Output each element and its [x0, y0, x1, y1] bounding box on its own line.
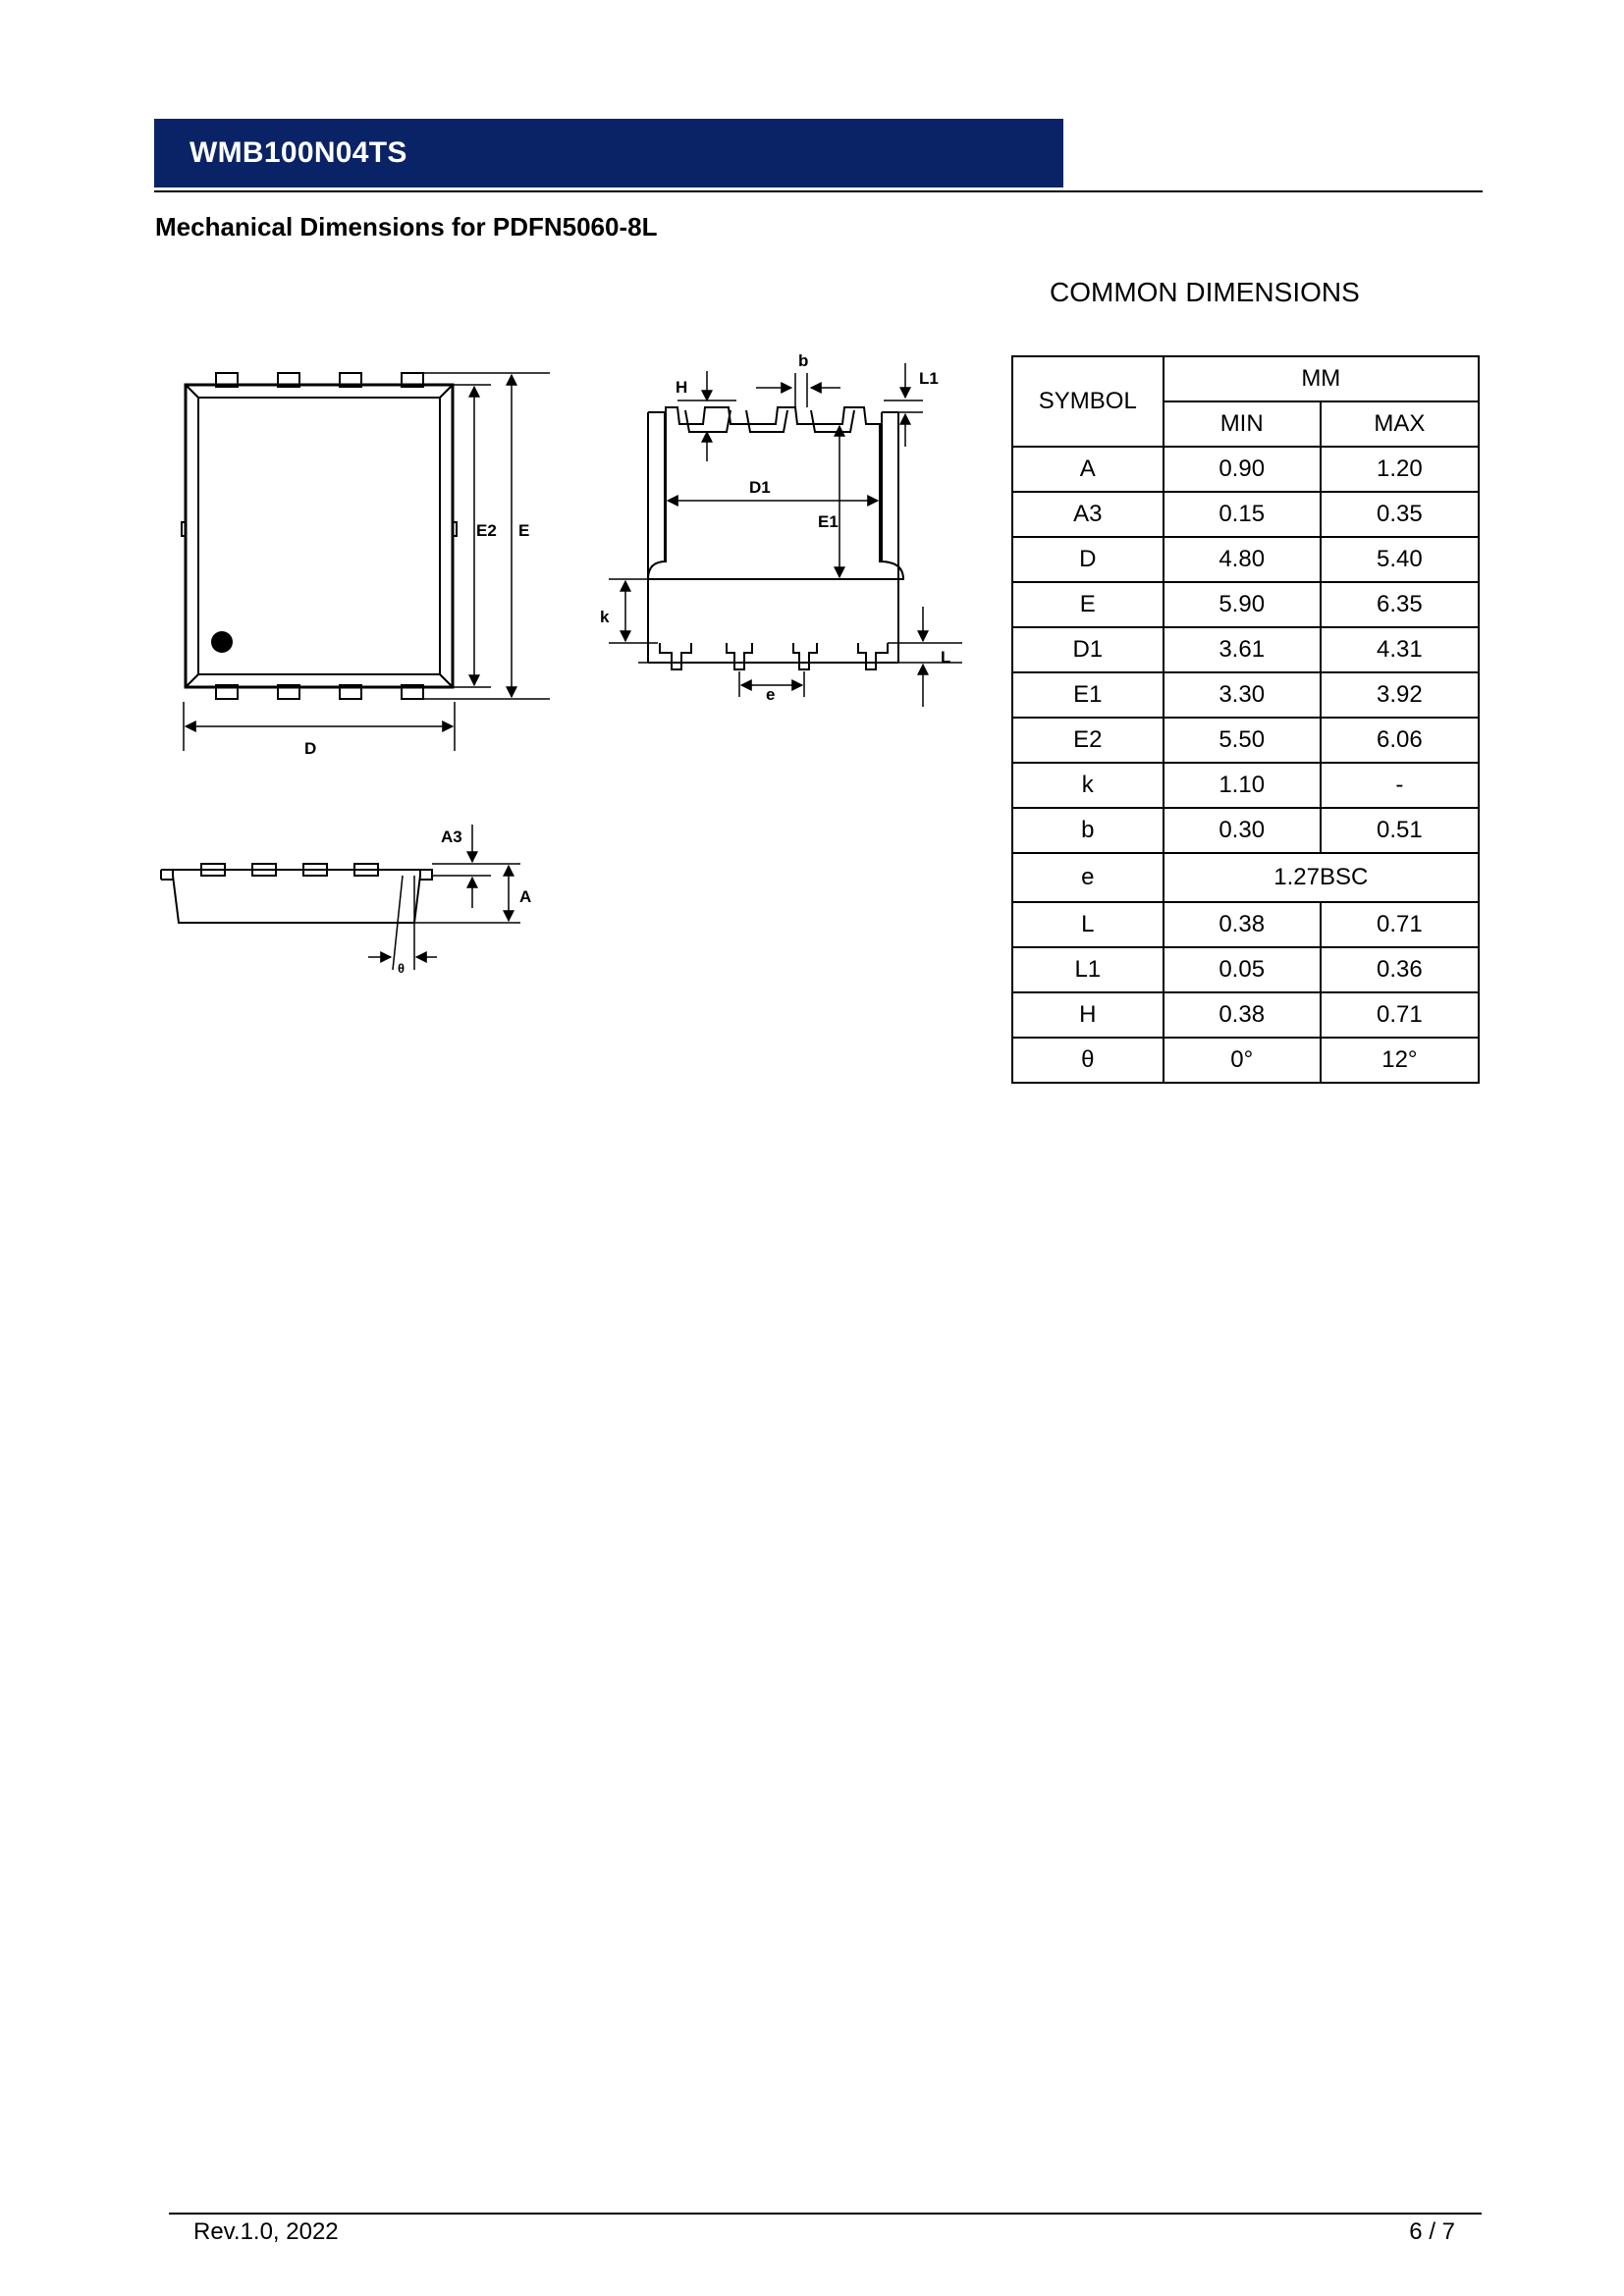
label-b: b	[798, 351, 809, 370]
label-e-pitch: e	[766, 685, 776, 704]
max-header: MAX	[1321, 401, 1479, 447]
label-a: A	[519, 887, 532, 906]
table-row	[1012, 537, 1479, 582]
section-title: Mechanical Dimensions for PDFN5060-8L	[155, 212, 658, 241]
symbol-cell: e	[1012, 853, 1164, 902]
symbol-cell: L1	[1012, 947, 1164, 992]
symbol-cell: θ	[1012, 1038, 1164, 1083]
min-cell: 1.10	[1164, 763, 1321, 808]
max-cell: 0.36	[1321, 947, 1479, 992]
label-e1: E1	[818, 512, 839, 531]
symbol-cell: D	[1012, 537, 1164, 582]
dimensions-body	[1012, 447, 1479, 1083]
symbol-cell: b	[1012, 808, 1164, 853]
max-cell: 6.06	[1321, 718, 1479, 763]
table-row	[1012, 763, 1479, 808]
symbol-cell: A	[1012, 447, 1164, 492]
min-cell: 5.90	[1164, 582, 1321, 627]
min-cell: 3.30	[1164, 672, 1321, 718]
table-row	[1012, 853, 1479, 902]
symbol-cell: A3	[1012, 492, 1164, 537]
symbol-cell: L	[1012, 902, 1164, 947]
max-cell: 4.31	[1321, 627, 1479, 672]
table-row	[1012, 947, 1479, 992]
label-h: H	[676, 378, 688, 397]
min-cell: 0.05	[1164, 947, 1321, 992]
table-row	[1012, 582, 1479, 627]
label-d1: D1	[749, 478, 771, 497]
symbol-header: SYMBOL	[1012, 356, 1164, 447]
table-row	[1012, 718, 1479, 763]
table-row	[1012, 492, 1479, 537]
part-number-title: WMB100N04TS	[189, 136, 407, 169]
min-cell: 0.38	[1164, 992, 1321, 1038]
symbol-cell: D1	[1012, 627, 1164, 672]
span-value-cell: 1.27BSC	[1164, 853, 1479, 902]
symbol-cell: E1	[1012, 672, 1164, 718]
min-cell: 0.38	[1164, 902, 1321, 947]
max-cell: 3.92	[1321, 672, 1479, 718]
max-cell: -	[1321, 763, 1479, 808]
label-a3: A3	[441, 828, 462, 846]
label-l: L	[941, 648, 951, 667]
max-cell: 1.20	[1321, 447, 1479, 492]
table-row	[1012, 992, 1479, 1038]
symbol-cell: k	[1012, 763, 1164, 808]
exposed-pad	[648, 407, 903, 579]
max-cell: 12°	[1321, 1038, 1479, 1083]
min-cell: 0.15	[1164, 492, 1321, 537]
symbol-cell: H	[1012, 992, 1164, 1038]
min-header: MIN	[1164, 401, 1321, 447]
symbol-cell: E	[1012, 582, 1164, 627]
table-caption: COMMON DIMENSIONS	[1050, 277, 1360, 307]
label-d: D	[304, 739, 317, 758]
dimensions-table	[1011, 355, 1480, 1084]
label-e: E	[518, 521, 530, 540]
label-l1: L1	[919, 369, 939, 388]
label-theta: θ	[398, 961, 406, 976]
max-cell: 0.51	[1321, 808, 1479, 853]
min-cell: 0.30	[1164, 808, 1321, 853]
revision-label: Rev.1.0, 2022	[193, 2218, 339, 2245]
max-cell: 6.35	[1321, 582, 1479, 627]
min-cell: 0.90	[1164, 447, 1321, 492]
min-cell: 5.50	[1164, 718, 1321, 763]
max-cell: 0.71	[1321, 992, 1479, 1038]
table-row	[1012, 672, 1479, 718]
pin1-marker	[211, 631, 233, 653]
page-number: 6 / 7	[1409, 2218, 1455, 2245]
max-cell: 0.71	[1321, 902, 1479, 947]
table-row	[1012, 447, 1479, 492]
bottom-view-drawing	[600, 351, 962, 707]
min-cell: 0°	[1164, 1038, 1321, 1083]
top-view-inner	[198, 398, 440, 674]
max-cell: 5.40	[1321, 537, 1479, 582]
min-cell: 3.61	[1164, 627, 1321, 672]
table-row	[1012, 1038, 1479, 1083]
table-row	[1012, 808, 1479, 853]
label-e2: E2	[476, 521, 497, 540]
unit-header: MM	[1164, 356, 1479, 401]
label-k: k	[600, 608, 610, 626]
side-view-drawing	[161, 825, 531, 976]
max-cell: 0.35	[1321, 492, 1479, 537]
symbol-cell: E2	[1012, 718, 1164, 763]
top-view-drawing	[182, 373, 550, 758]
min-cell: 4.80	[1164, 537, 1321, 582]
table-row	[1012, 902, 1479, 947]
footer-divider	[169, 2213, 1482, 2215]
table-row	[1012, 627, 1479, 672]
